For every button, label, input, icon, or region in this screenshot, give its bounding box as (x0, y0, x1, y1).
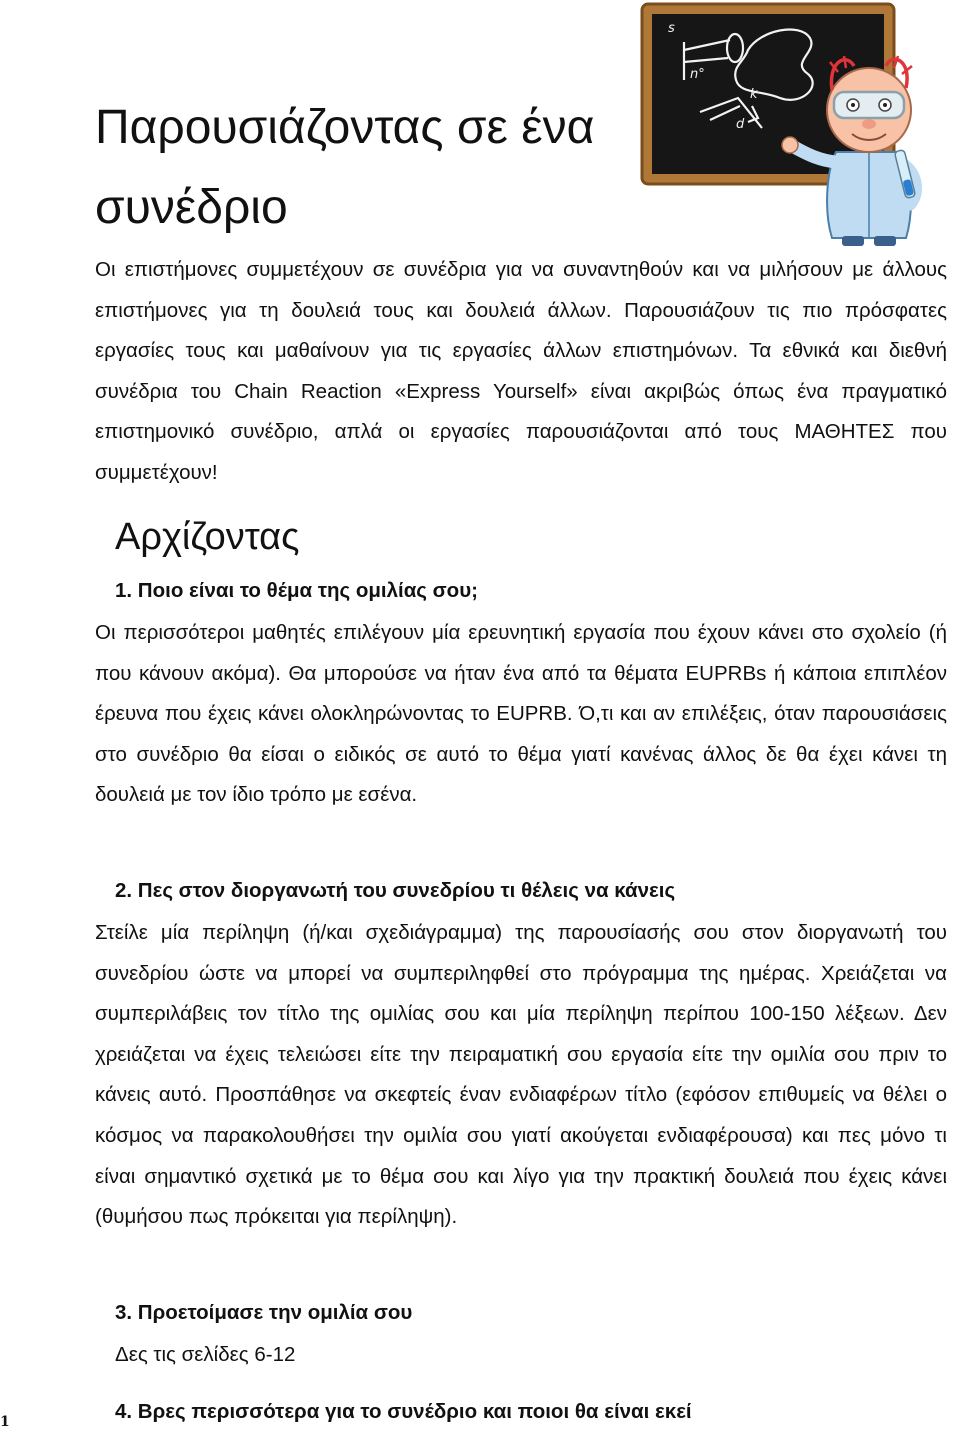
step-2-heading: 2. Πες στον διοργανωτή του συνεδρίου τι θέλεις να κάνεις (115, 879, 676, 902)
section-heading-getting-started: Αρχίζοντας (115, 516, 300, 558)
page-title-line-1: Παρουσιάζοντας σε ένα (95, 101, 595, 154)
scientist-illustration (640, 2, 940, 252)
board-label-d: d (736, 117, 745, 132)
board-label-s: s (668, 21, 675, 36)
step-3-heading: 3. Προετοίμασε την ομιλία σου (115, 1301, 413, 1324)
step-3-body: Δες τις σελίδες 6-12 (115, 1343, 296, 1366)
intro-paragraph: Οι επιστήμονες συμμετέχουν σε συνέδρια για να συναντηθούν και να μιλήσουν με άλλους επιστήμονες για τη δουλειά τους και δουλειά άλλων. Παρουσιάζουν τις πιο πρόσφατες εργασίες τους και μαθαίνουν για τις εργασίες άλλων επιστημόνων. Τα εθνικά και διεθνή συνέδρια του Chain Reaction «Express Yourself» είναι ακριβώς όπως ένα πραγματικό επιστημονικό συνέδριο, απλά οι εργασίες παρουσιάζονται από τους ΜΑΘΗΤΕΣ που συμμετέχουν! (95, 258, 947, 484)
step-2-body: Στείλε μία περίληψη (ή/και σχεδιάγραμμα) της παρουσίασής σου στον διοργανωτή του συνεδρίου ώστε να μπορεί να συμπεριληφθεί στο πρόγραμμα της ημέρας. Χρειάζεται να συμπεριλάβεις τον τίτλο της ομιλίας σου και μία περίληψη περίπου 100-150 λέξεων. Δεν χρειάζεται να έχεις τελειώσει είτε την πειραματική σου εργασία είτε την ομιλία σου πριν το κάνεις αυτό. Προσπάθησε να σκεφτείς έναν ενδιαφέρων τίτλο (εφόσον επιθυμείς να θέλει ο κόσμος να παρακολουθήσει την ομιλία σου γιατί ακούγεται ενδιαφέρουσα) και πες μόνο τι είναι σημαντικό σχετικά με το θέμα σου και λίγο για την πρακτική δουλειά που έχεις κάνει (θυμήσου πως πρόκειται για περίληψη). (95, 921, 947, 1229)
step-4-heading: 4. Βρες περισσότερα για το συνέδριο και ποιοι θα είναι εκεί (115, 1400, 692, 1423)
page-number: 1 (0, 1414, 10, 1430)
board-label-k: k (750, 87, 758, 102)
page-title-line-2: συνέδριο (95, 181, 288, 234)
board-label-n: n° (690, 67, 705, 82)
page-title (95, 88, 655, 248)
step-1-heading: 1. Ποιο είναι το θέμα της ομιλίας σου; (115, 579, 478, 602)
step-1-body: Οι περισσότεροι μαθητές επιλέγουν μία ερευνητική εργασία που έχουν κάνει στο σχολείο (ή που κάνουν ακόμα). Θα μπορούσε να ήταν ένα από τα θέματα EUPRBs ή κάποια επιπλέον έρευνα που έχεις κάνει ολοκληρώνοντας το EUPRB. Ό,τι και αν επιλέξεις, όταν παρουσιάσεις στο συνέδριο θα είσαι ο ειδικός σε αυτό το θέμα γιατί κανένας άλλος δε θα έχει κάνει τη δουλειά με τον ίδιο τρόπο με εσένα. (95, 621, 947, 807)
